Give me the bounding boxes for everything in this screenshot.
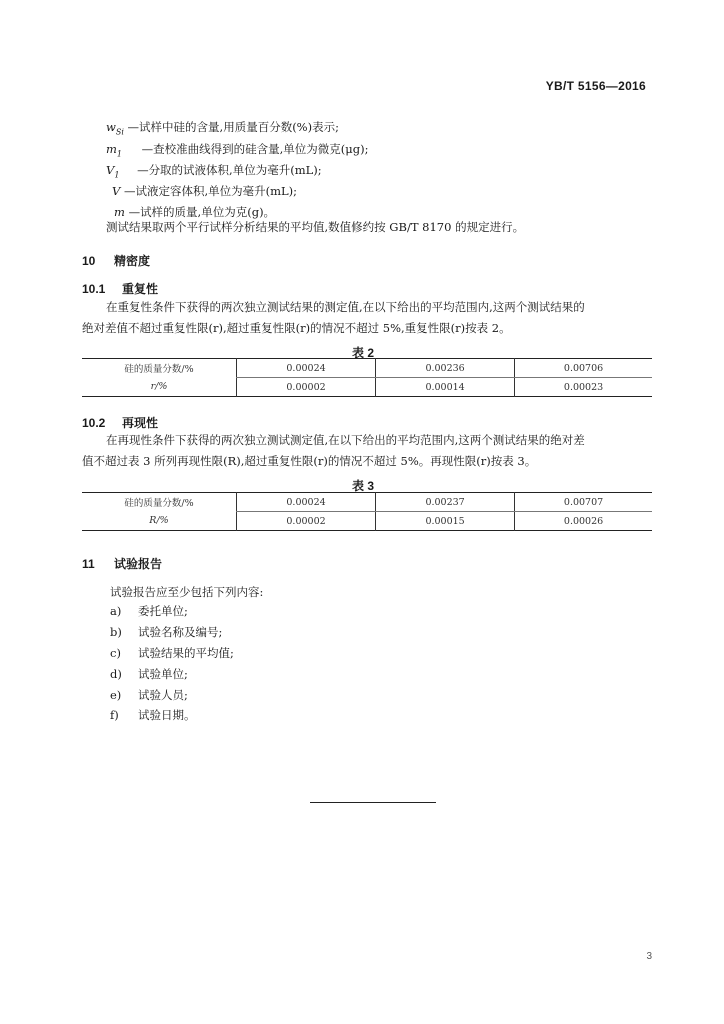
table-cell: 0.00707 xyxy=(515,493,652,512)
table-cell: 0.00237 xyxy=(376,493,515,512)
result-note: 测试结果取两个平行试样分析结果的平均值,数值修约按 GB/T 8170 的规定进行。 xyxy=(106,220,525,234)
row-label: 硅的质量分数/% xyxy=(124,364,194,376)
variable-dash: — xyxy=(128,205,141,219)
table-cell: 0.00002 xyxy=(237,512,376,531)
variable-definition xyxy=(106,162,322,179)
precision-table xyxy=(82,492,652,531)
report-intro: 试验报告应至少包括下列内容: xyxy=(110,585,264,599)
list-item: d) 试验单位; xyxy=(110,667,188,681)
standard-code: YB/T 5156—2016 xyxy=(545,79,646,93)
variable-description: 试液定容体积,单位为毫升(mL); xyxy=(135,184,298,198)
table-cell: 0.00002 xyxy=(237,378,376,397)
precision-table xyxy=(82,358,652,397)
list-item: e) 试验人员; xyxy=(110,688,188,702)
variable-dash: — xyxy=(137,163,149,177)
page-number: 3 xyxy=(646,951,652,962)
table-cell: 0.00023 xyxy=(515,378,652,397)
list-item: b) 试验名称及编号; xyxy=(110,625,223,639)
table-cell: 0.00015 xyxy=(376,512,515,531)
paragraph-line: 绝对差值不超过重复性限(r),超过重复性限(r)的情况不超过 5%,重复性限(r)按表 2。 xyxy=(82,321,511,335)
table-caption: 表 2 xyxy=(352,346,375,360)
row-label: 硅的质量分数/% xyxy=(124,498,194,510)
variable-symbol: V xyxy=(112,184,121,198)
list-item: a) 委托单位; xyxy=(110,604,188,618)
paragraph-line: 在重复性条件下获得的两次独立测试结果的测定值,在以下给出的平均范围内,这两个测试结果的 xyxy=(106,300,585,314)
variable-definition xyxy=(106,141,369,158)
variable-definition xyxy=(106,119,339,136)
table-cell: 0.00026 xyxy=(515,512,652,531)
table-cell: 0.00236 xyxy=(376,359,515,378)
list-item: f) 试验日期。 xyxy=(110,708,196,722)
table-cell: 0.00024 xyxy=(237,493,376,512)
table-caption: 表 3 xyxy=(352,479,375,493)
paragraph-line: 在再现性条件下获得的两次独立测试测定值,在以下给出的平均范围内,这两个测试结果的绝对差 xyxy=(106,433,585,447)
variable-dash: — xyxy=(141,142,154,156)
subsection-heading: 10.1 重复性 xyxy=(82,282,159,296)
end-divider xyxy=(310,802,436,803)
variable-symbol: $w_{Si}$ xyxy=(106,120,124,137)
variable-description: 试样中硅的含量,用质量百分数(%)表示; xyxy=(139,120,339,134)
table-cell: 0.00024 xyxy=(237,359,376,378)
row-label: r/% xyxy=(150,381,168,393)
list-item: c) 试验结果的平均值; xyxy=(110,646,234,660)
variable-description: 分取的试液体积,单位为毫升(mL); xyxy=(148,163,322,177)
table-cell: 0.00706 xyxy=(515,359,652,378)
variable-description: 查校准曲线得到的硅含量,单位为微克(μg); xyxy=(153,142,369,156)
section-heading: 11 试验报告 xyxy=(82,557,163,571)
variable-definition xyxy=(112,183,297,200)
row-label: R/% xyxy=(149,515,169,527)
table-cell: 0.00014 xyxy=(376,378,515,397)
subsection-heading: 10.2 再现性 xyxy=(82,416,159,430)
paragraph-line: 值不超过表 3 所列再现性限(R),超过重复性限(r)的情况不超过 5%。再现性限(r)按表 3。 xyxy=(82,454,537,468)
variable-description: 试样的质量,单位为克(g)。 xyxy=(140,205,276,219)
variable-symbol: $V_1$ xyxy=(106,163,120,180)
section-heading: 10 精密度 xyxy=(82,254,151,268)
variable-symbol: m xyxy=(114,205,125,219)
variable-dash: — xyxy=(123,184,136,198)
variable-dash: — xyxy=(127,120,140,134)
variable-symbol: $m_1$ xyxy=(106,142,122,159)
